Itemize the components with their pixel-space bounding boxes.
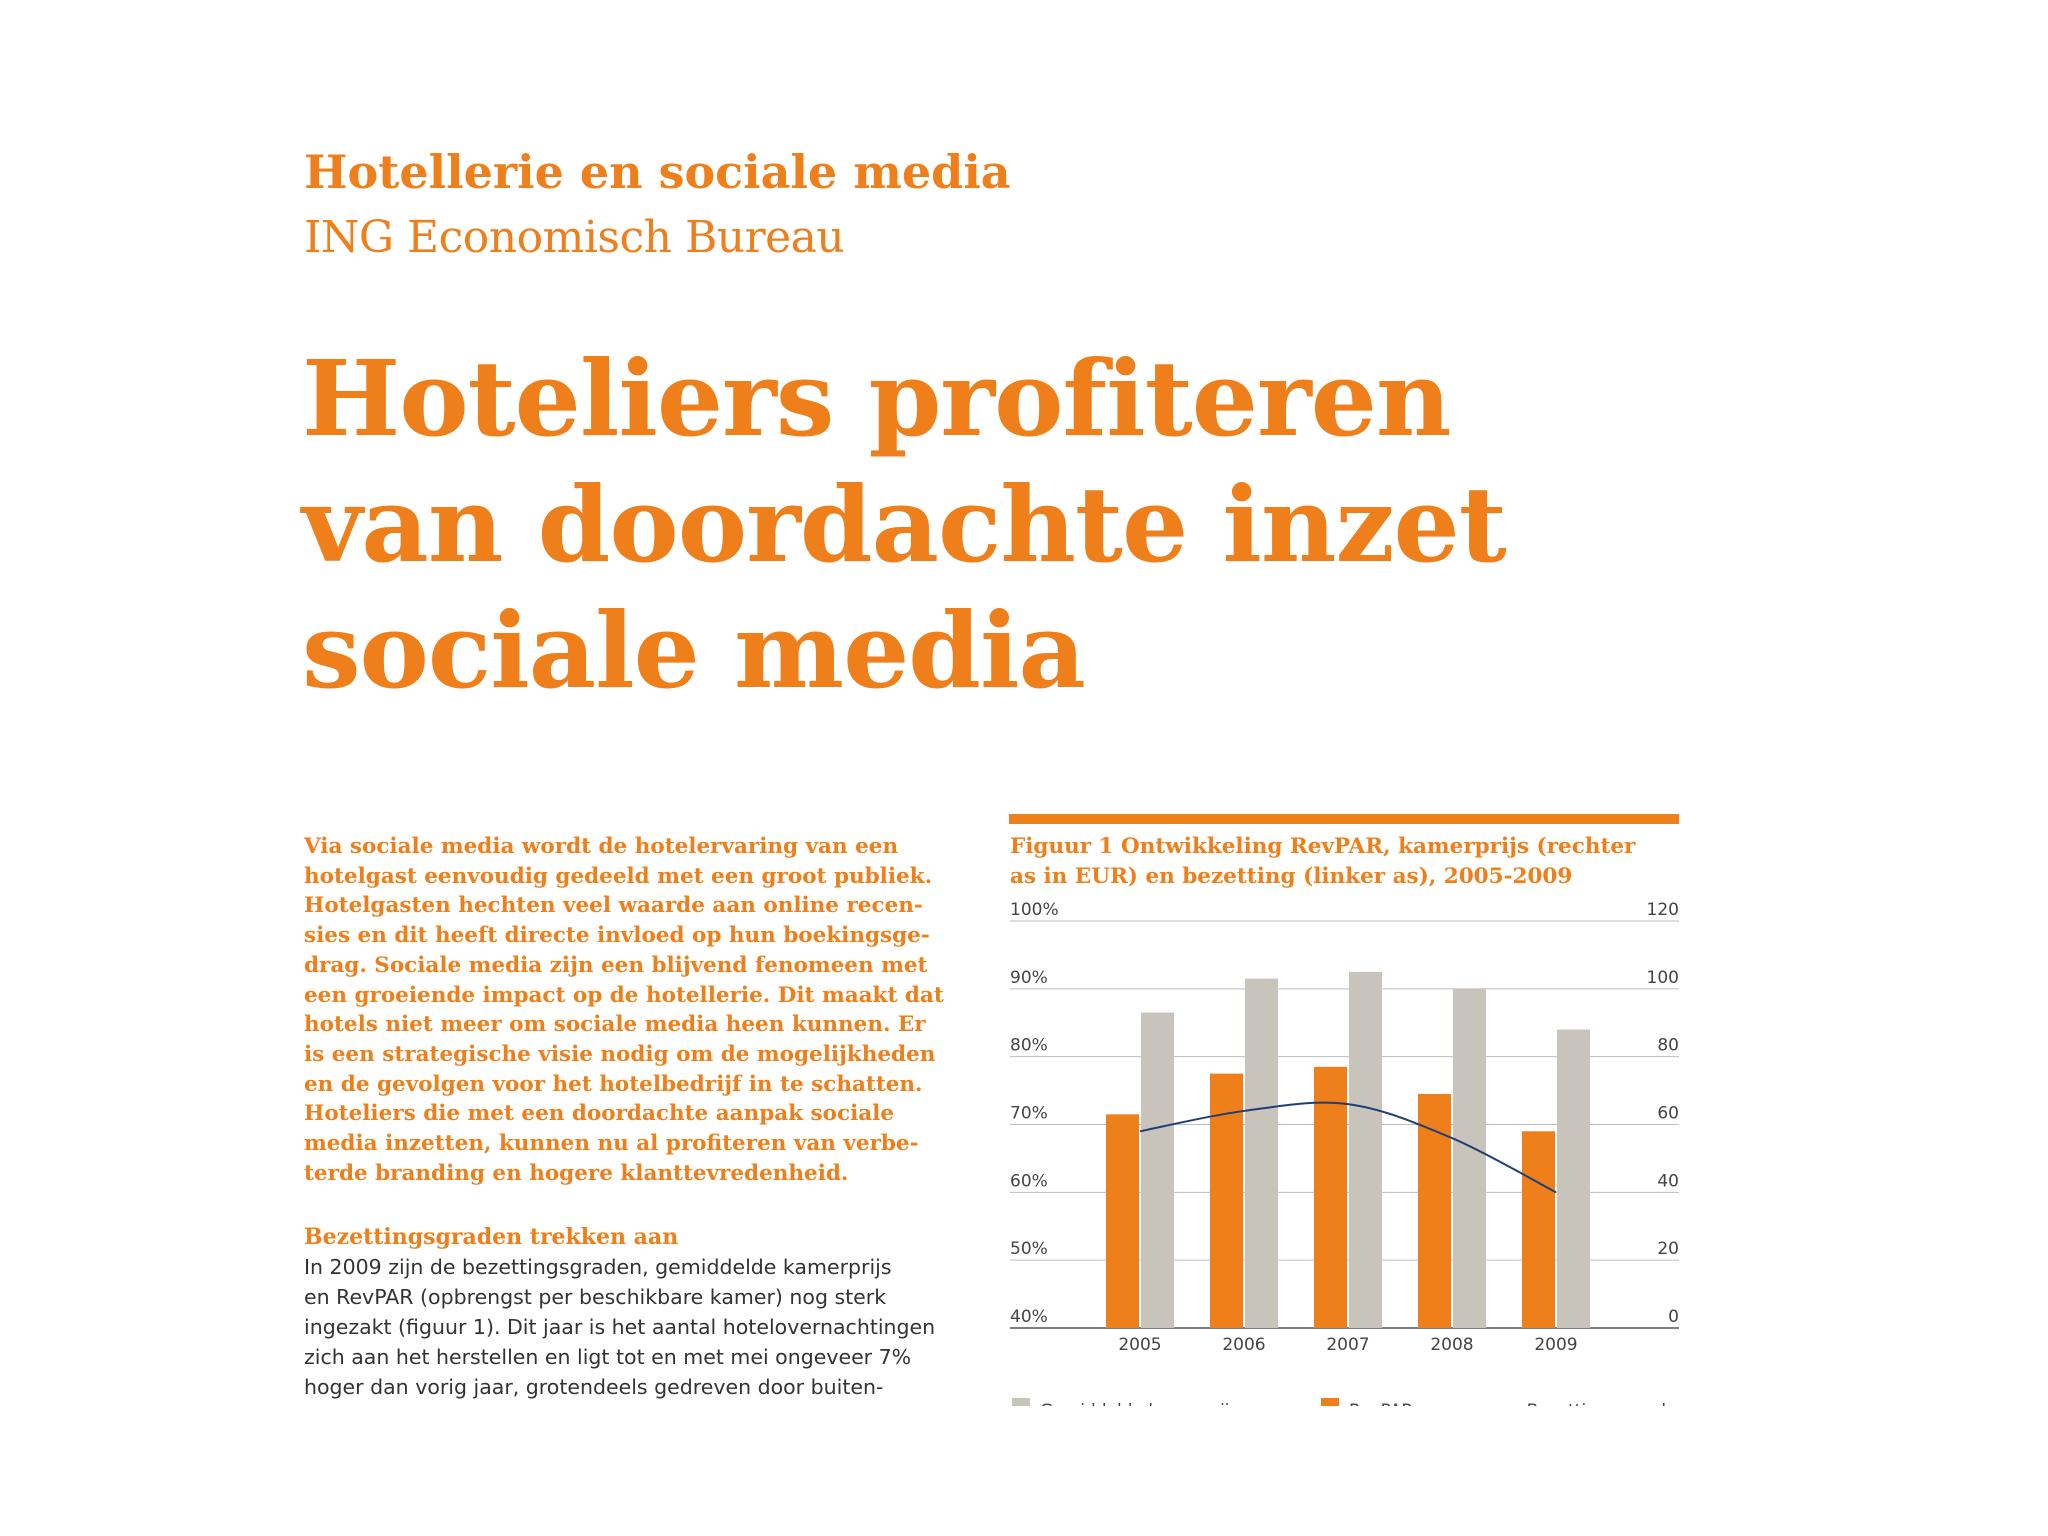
intro-line: Hotelgasten hechten veel waarde aan online recen-	[304, 893, 923, 919]
body-line: ingezakt (figuur 1). Dit jaar is het aantal hotelovernachtingen	[304, 1315, 936, 1339]
right-axis-tick-label: 40	[1657, 1171, 1679, 1192]
right-axis-tick-label: 0	[1668, 1307, 1679, 1327]
body-line: zich aan het herstellen en ligt tot en met mei ongeveer 7%	[304, 1345, 912, 1369]
right-axis-tick-label: 120	[1646, 900, 1679, 920]
headline	[302, 336, 1506, 714]
right-axis-tick-label: 60	[1657, 1103, 1679, 1124]
figure-caption-line: Figuur 1 Ontwikkeling RevPAR, kamerprijs (rechter	[1010, 834, 1636, 859]
left-axis-tick-label: 50%	[1010, 1239, 1048, 1260]
right-axis-tick-label: 80	[1657, 1035, 1679, 1056]
body-line: hoger dan vorig jaar, grotendeels gedreven door buiten-	[304, 1375, 884, 1399]
x-axis-tick-label: 2008	[1430, 1335, 1474, 1355]
figure-caption-line: as in EUR) en bezetting (linker as), 2005-2009	[1010, 864, 1573, 889]
bar-kamerprijs	[1557, 1030, 1590, 1328]
x-axis-tick-label: 2005	[1118, 1335, 1162, 1355]
intro-line: hotelgast eenvoudig gedeeld met een groot publiek.	[304, 863, 933, 889]
source-label: ING Economisch Bureau	[304, 212, 845, 263]
left-axis-tick-label: 70%	[1010, 1103, 1048, 1124]
intro-line: en de gevolgen voor het hotelbedrijf in te schatten.	[304, 1071, 923, 1097]
x-axis-tick-label: 2007	[1326, 1335, 1370, 1355]
left-axis-tick-label: 60%	[1010, 1171, 1048, 1192]
bar-revpar	[1418, 1094, 1451, 1328]
left-axis-tick-label: 40%	[1010, 1307, 1048, 1327]
headline-line: Hoteliers profiteren	[302, 337, 1451, 460]
figure-caption	[1010, 832, 1690, 892]
intro-line: terde branding en hogere klanttevredenheid.	[304, 1160, 849, 1186]
legend-crop-mask	[990, 1406, 1710, 1436]
figure-top-rule	[1009, 814, 1679, 824]
intro-line: media inzetten, kunnen nu al profiteren van verbe-	[304, 1131, 919, 1157]
intro-line: drag. Sociale media zijn een blijvend fenomeen met	[304, 952, 928, 978]
intro-line: Hoteliers die met een doordachte aanpak sociale	[304, 1101, 895, 1127]
bar-revpar	[1522, 1131, 1555, 1328]
intro-line: Via sociale media wordt de hotelervaring van een	[304, 834, 899, 859]
left-axis-tick-label: 100%	[1010, 900, 1059, 920]
bar-kamerprijs	[1349, 972, 1382, 1328]
intro-line: een groeiende impact op de hotellerie. Dit maakt dat	[304, 982, 944, 1008]
intro-paragraph	[304, 832, 984, 1188]
left-axis-tick-label: 80%	[1010, 1035, 1048, 1056]
bar-revpar	[1314, 1067, 1347, 1328]
section-heading: Bezettingsgraden trekken aan	[304, 1224, 679, 1250]
bar-kamerprijs	[1453, 989, 1486, 1328]
figure-chart	[990, 900, 1710, 1436]
body-line: en RevPAR (opbrengst per beschikbare kamer) nog sterk	[304, 1285, 887, 1309]
bar-revpar	[1106, 1114, 1139, 1328]
line-bezettingsgraad	[1140, 1103, 1556, 1193]
body-line: In 2009 zijn de bezettingsgraden, gemiddelde kamerprijs	[304, 1255, 892, 1279]
right-axis-tick-label: 100	[1646, 967, 1679, 988]
intro-line: hotels niet meer om sociale media heen kunnen. Er	[304, 1012, 926, 1038]
section-title: Hotellerie en sociale media	[304, 145, 1011, 199]
intro-line: is een strategische visie nodig om de mogelijkheden	[304, 1041, 936, 1067]
left-axis-tick-label: 90%	[1010, 967, 1048, 988]
x-axis-tick-label: 2006	[1222, 1335, 1266, 1355]
headline-line: sociale media	[302, 589, 1085, 712]
right-axis-tick-label: 20	[1657, 1239, 1679, 1260]
headline-line: van doordachte inzet	[302, 463, 1506, 586]
x-axis-tick-label: 2009	[1534, 1335, 1578, 1355]
intro-line: sies en dit heeft directe invloed op hun boekingsge-	[304, 923, 930, 949]
body-paragraph	[304, 1252, 1004, 1402]
bar-kamerprijs	[1141, 1013, 1174, 1328]
bar-kamerprijs	[1245, 979, 1278, 1328]
